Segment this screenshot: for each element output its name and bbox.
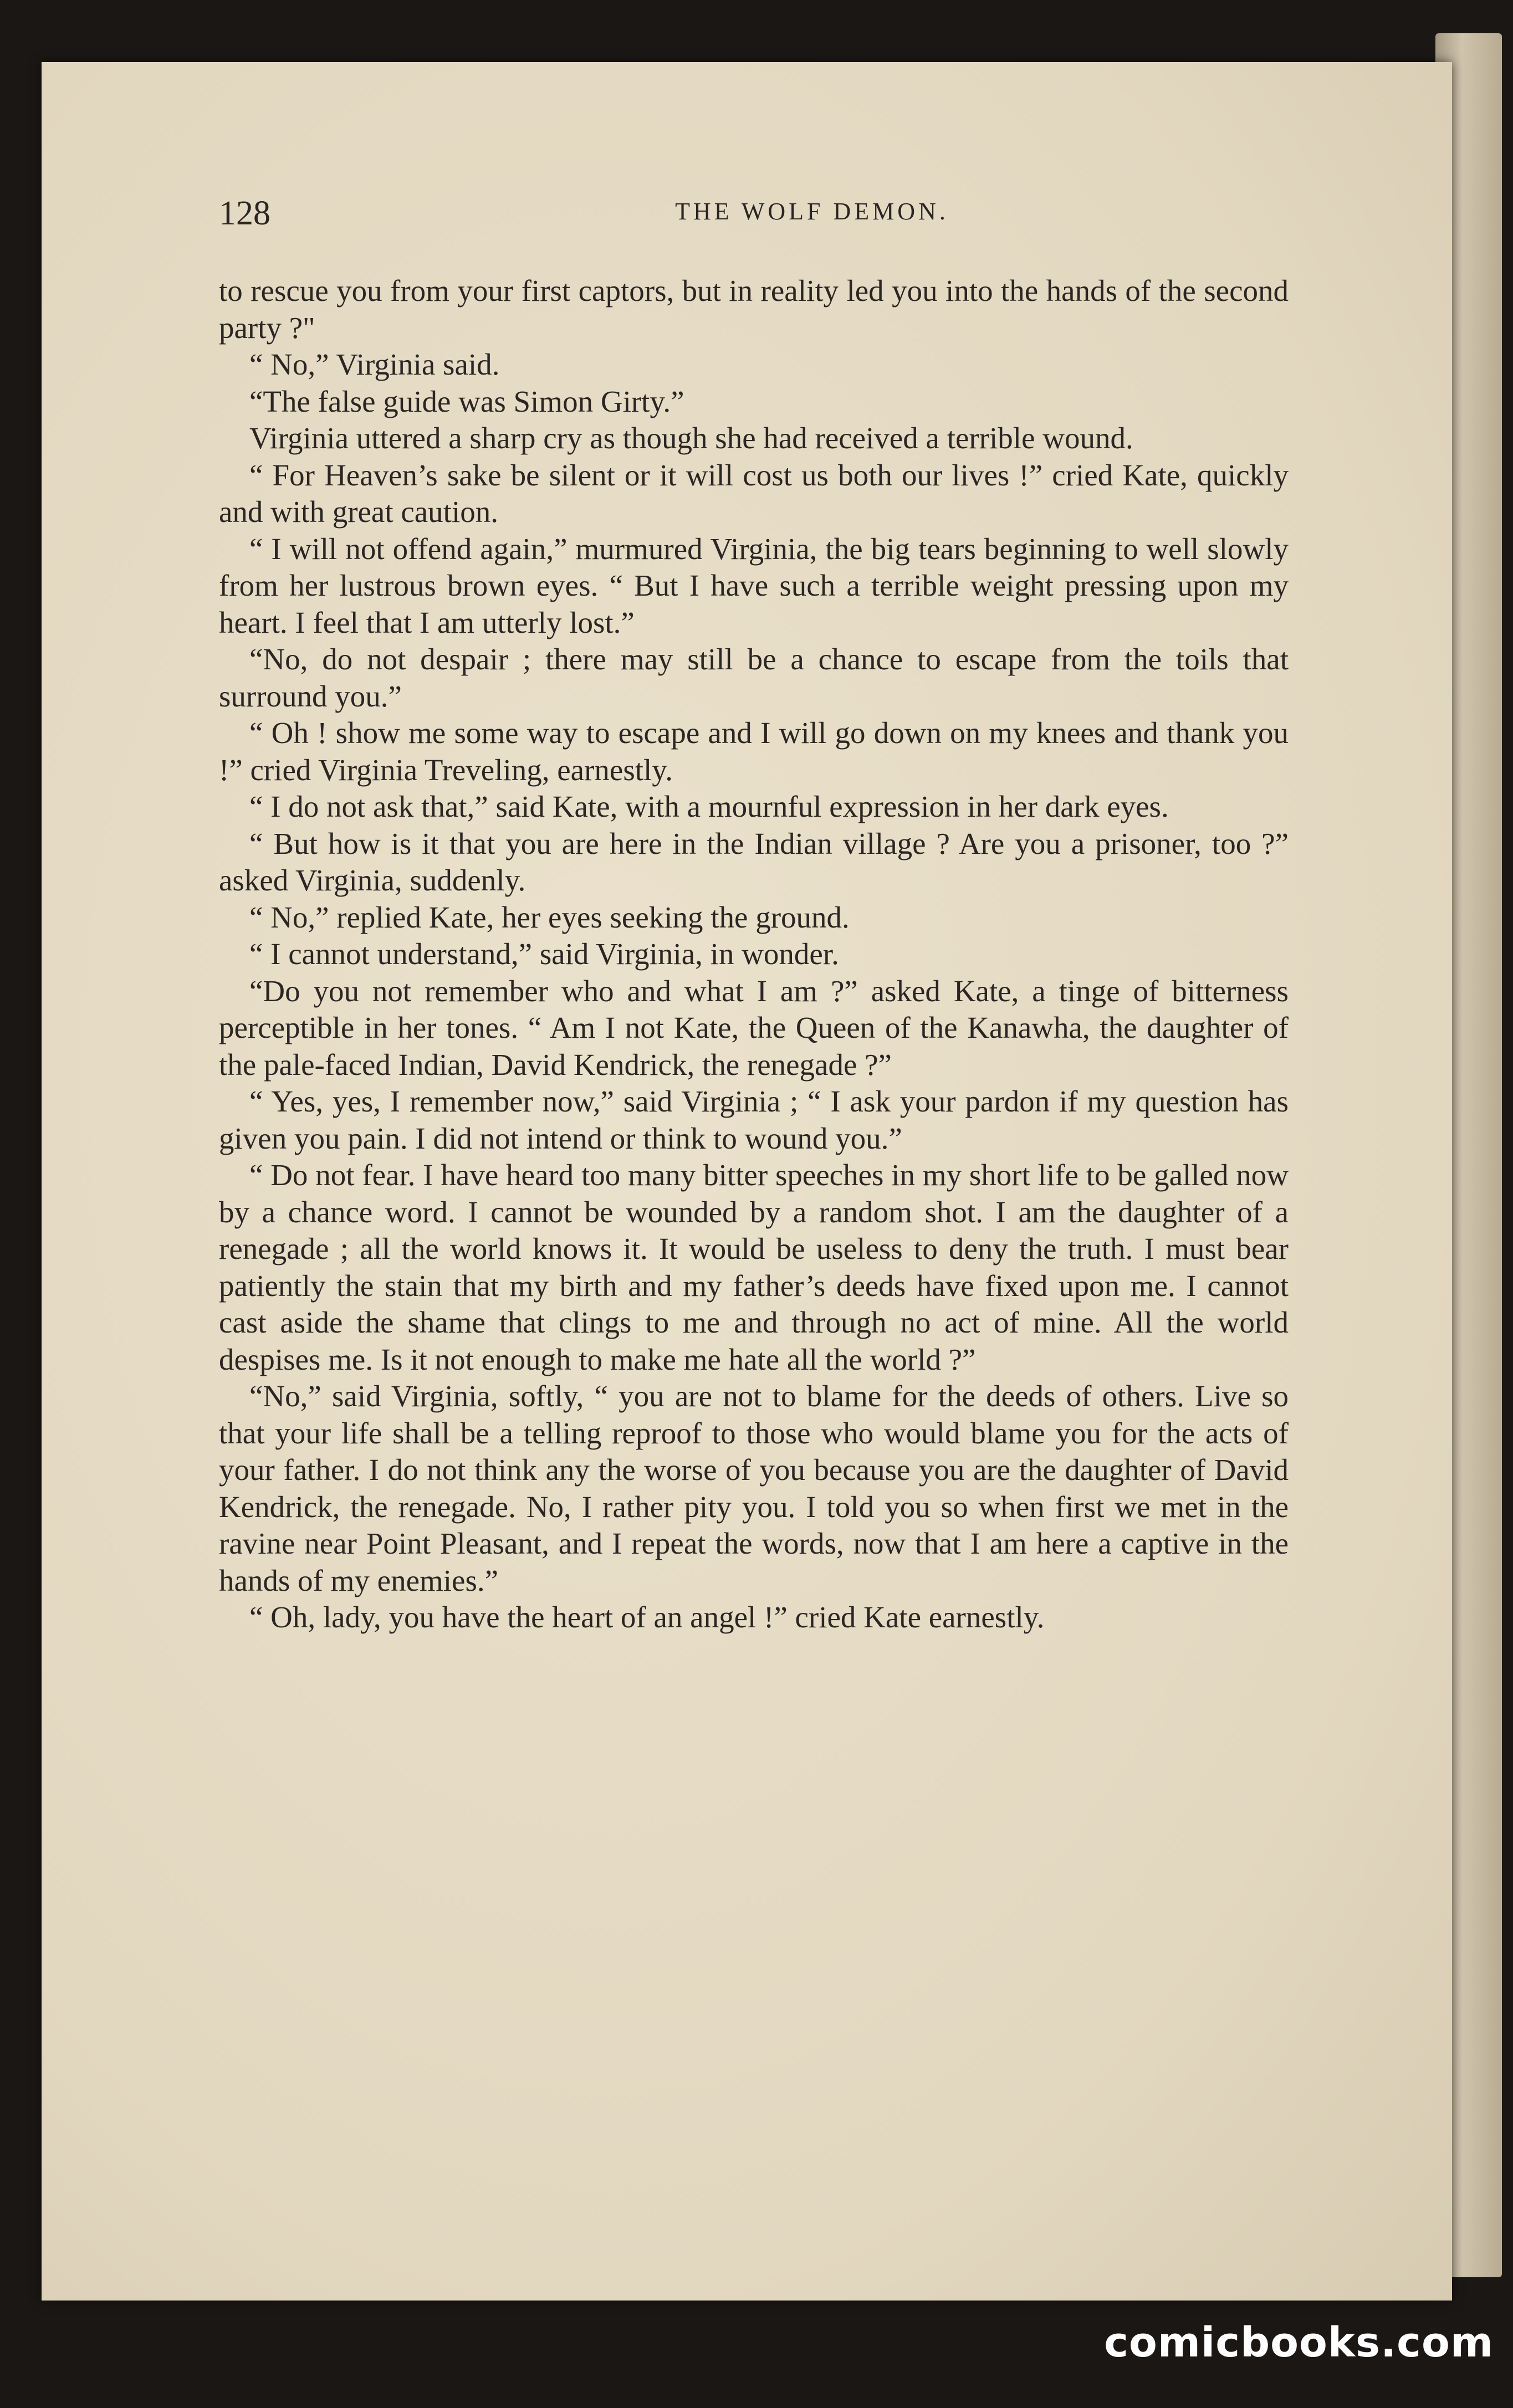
paragraph: to rescue you from your first captors, but in reality led you into the hands of the second party ?" xyxy=(219,274,1289,345)
paragraph: “No,” said Virginia, softly, “ you are not to blame for the deeds of others. Live so that your life shall be a telling reproof to those who would blame you for the acts of your father. I do not think any the worse of you because you are the daughter of David Kendrick, the renegade. No, I rather pity you. I told you so when first we met in the ravine near Point Pleasant, and I repeat the words, now that I am here a captive in the hands of my enemies.” xyxy=(219,1379,1289,1597)
paragraph: “ No,” Virginia said. xyxy=(249,347,500,381)
page-header xyxy=(180,194,1289,244)
paragraph: “The false guide was Simon Girty.” xyxy=(249,384,684,418)
paragraph: “ Yes, yes, I remember now,” said Virginia ; “ I ask your pardon if my question has given you pain. I did not intend or think to wound you.” xyxy=(219,1084,1289,1155)
paragraph: “ I will not offend again,” murmured Virginia, the big tears beginning to well slowly from her lustrous brown eyes. “ But I have such a terrible weight pressing upon my heart. I feel that I am utterly lost.” xyxy=(219,531,1289,639)
paragraph: Virginia uttered a sharp cry as though she had received a terrible wound. xyxy=(249,421,1133,455)
paragraph: “No, do not despair ; there may still be a chance to escape from the toils that surround you.” xyxy=(219,642,1289,713)
body-text xyxy=(219,273,1289,1636)
running-head: THE WOLF DEMON. xyxy=(675,198,949,225)
paragraph: “ Oh ! show me some way to escape and I will go down on my knees and thank you !” cried Virginia Treveling, earnestly. xyxy=(219,716,1289,787)
paragraph: “Do you not remember who and what I am ?” asked Kate, a tinge of bitterness perceptible in her tones. “ Am I not Kate, the Queen of the Kanawha, the daughter of the pale-faced Indian, David Kendrick, the renegade ?” xyxy=(219,974,1289,1082)
paragraph: “ I do not ask that,” said Kate, with a mournful expression in her dark eyes. xyxy=(249,790,1169,823)
paragraph: “ Do not fear. I have heard too many bitter speeches in my short life to be galled now by a chance word. I cannot be wounded by a random shot. I am the daughter of a renegade ; all the world knows it. It would be useless to deny the truth. I must bear patiently the stain that my birth and my father’s deeds have fixed upon me. I cannot cast aside the shame that clings to me and through no act of mine. All the world despises me. Is it not enough to make me hate all the world ?” xyxy=(219,1158,1289,1376)
paragraph: “ For Heaven’s sake be silent or it will cost us both our lives !” cried Kate, quickly and with great caution. xyxy=(219,458,1289,529)
page-number: 128 xyxy=(219,194,270,232)
paragraph: “ I cannot understand,” said Virginia, in wonder. xyxy=(249,937,839,971)
site-watermark: comicbooks.com xyxy=(1104,2319,1494,2366)
paragraph: “ Oh, lady, you have the heart of an angel !” cried Kate earnestly. xyxy=(249,1600,1045,1634)
paragraph: “ No,” replied Kate, her eyes seeking the ground. xyxy=(249,900,850,934)
paragraph: “ But how is it that you are here in the Indian village ? Are you a prisoner, too ?” asked Virginia, suddenly. xyxy=(219,826,1289,897)
